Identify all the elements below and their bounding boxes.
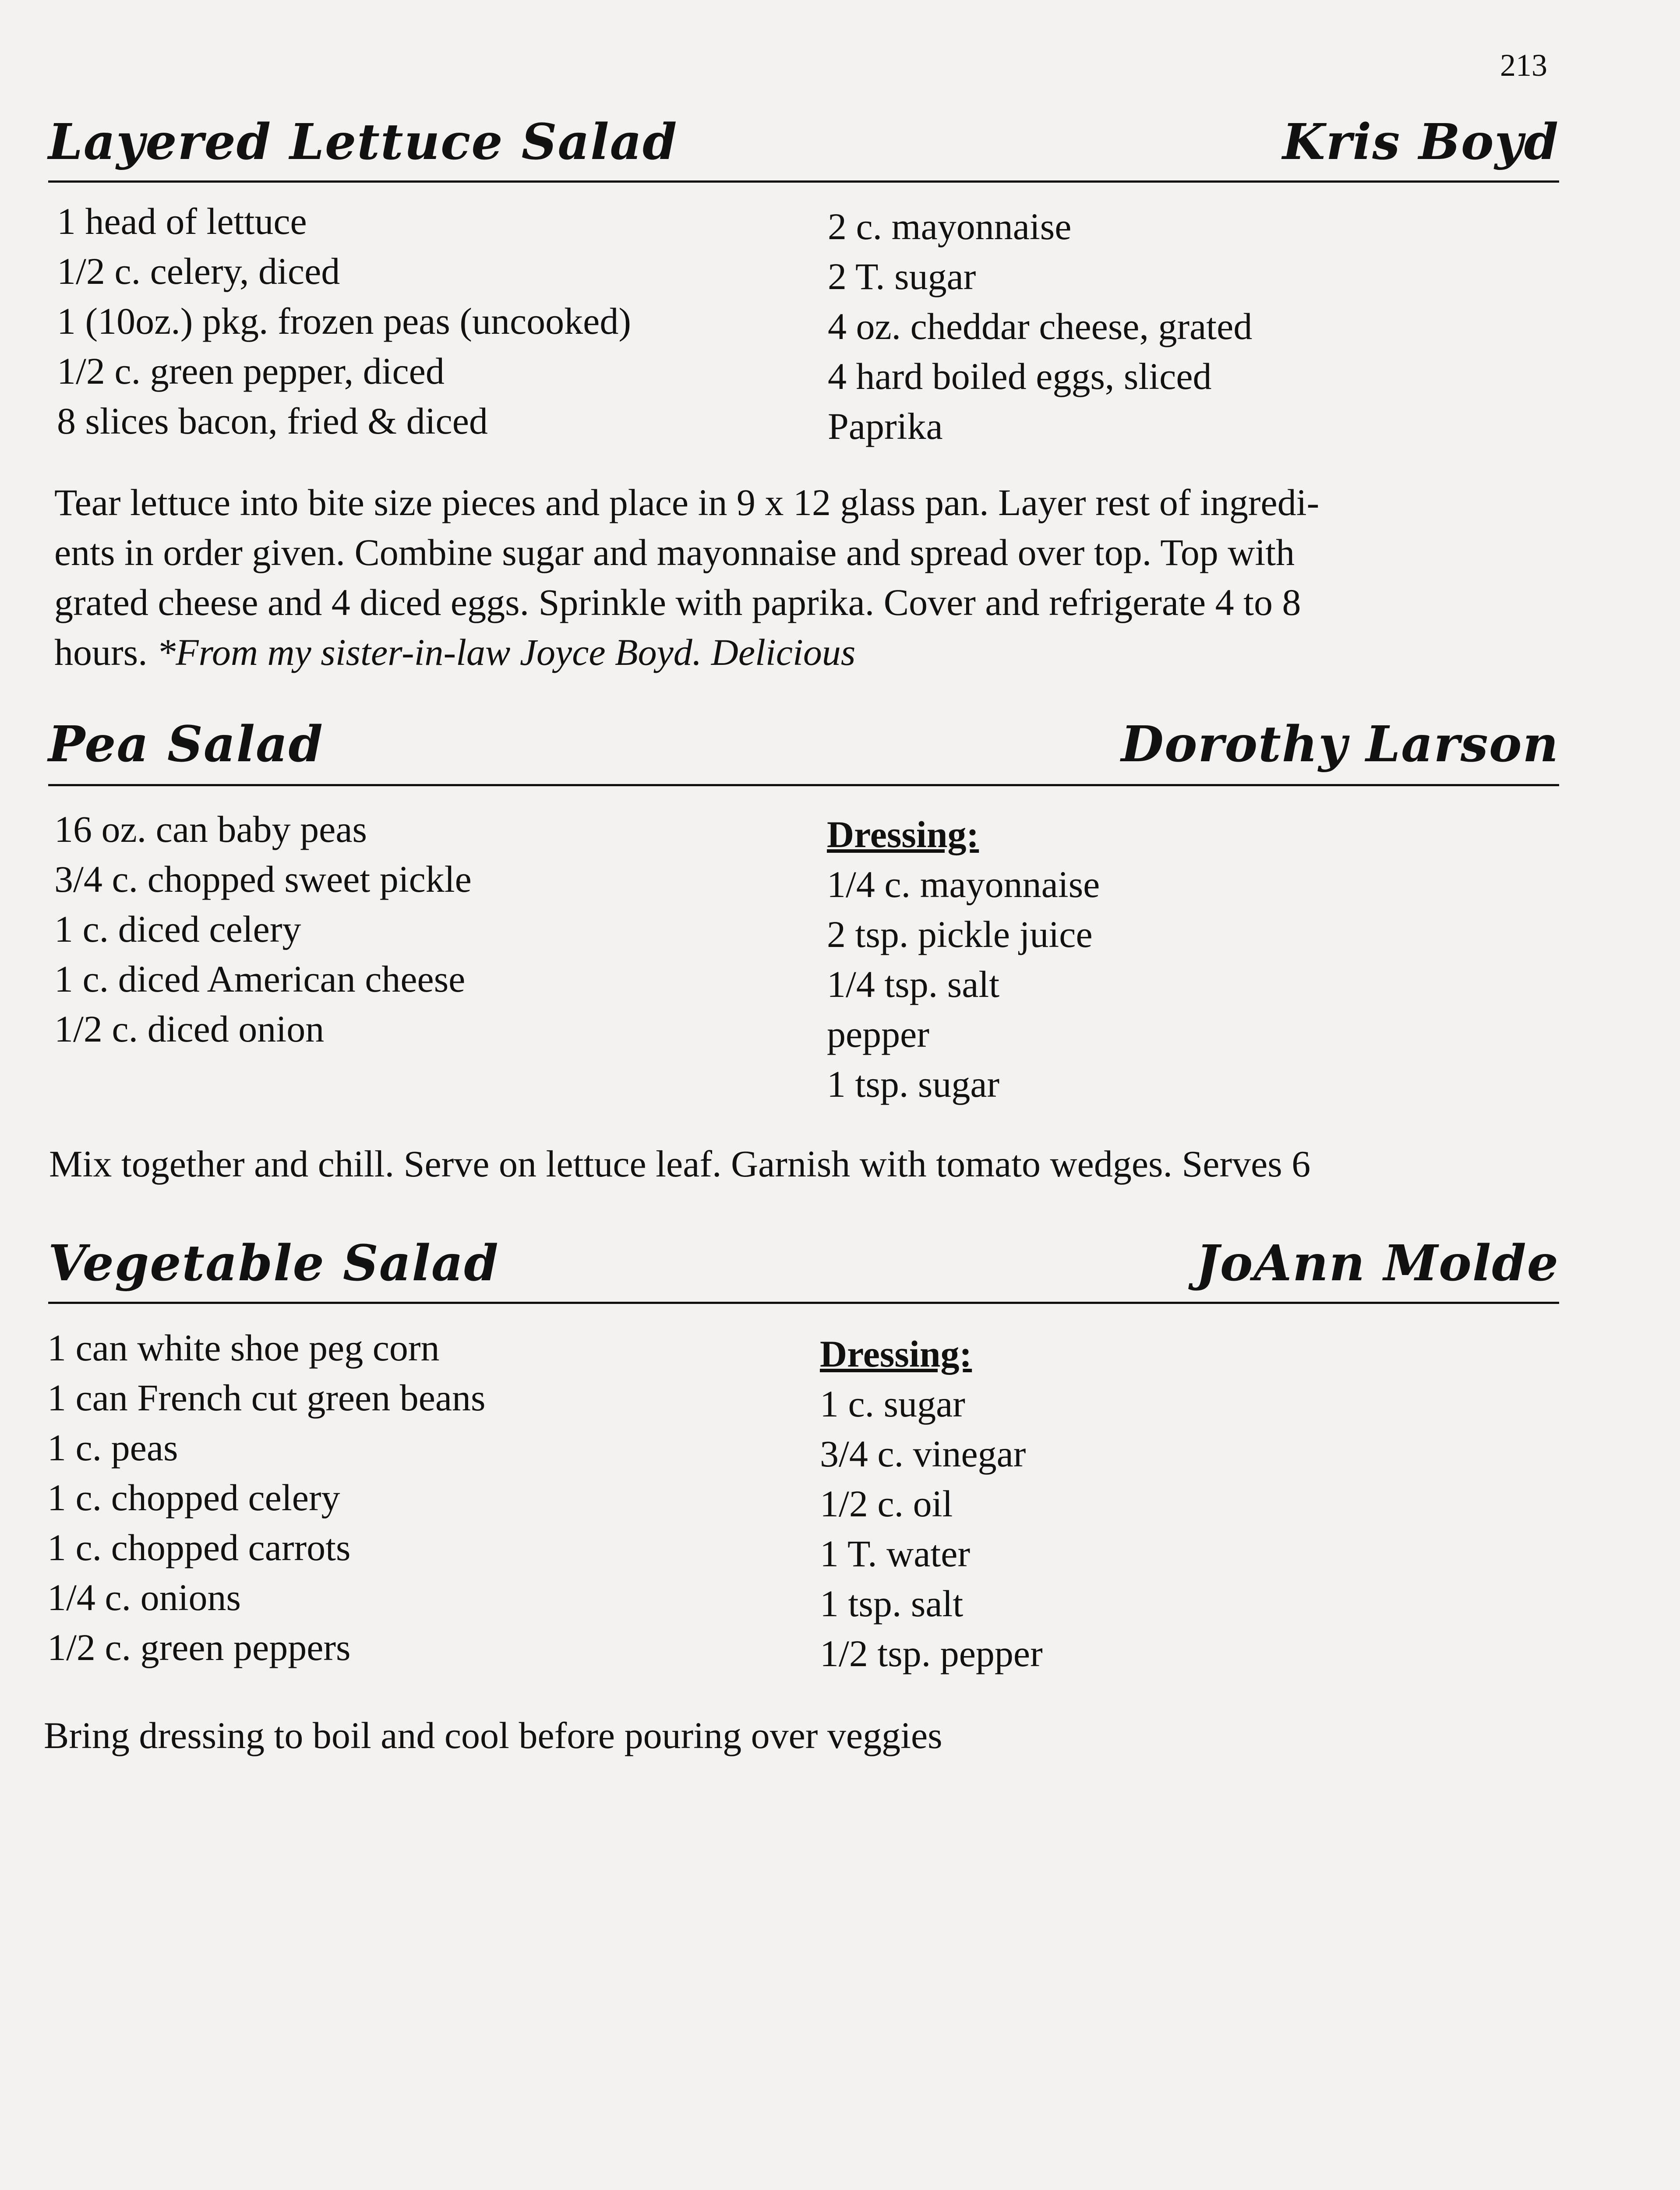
ingredient: 1 can French cut green beans <box>47 1377 486 1419</box>
ingredient: 2 T. sugar <box>828 255 976 297</box>
ingredient: 4 hard boiled eggs, sliced <box>828 355 1212 397</box>
recipe-author: Dorothy Larson <box>1121 716 1559 773</box>
dressing <box>820 1329 1043 1678</box>
ingredient: Paprika <box>828 405 943 447</box>
instruction-line: Mix together and chill. Serve on lettuce leaf. Garnish with tomato wedges. Serves 6 <box>49 1143 1311 1185</box>
recipe-header <box>48 101 1559 175</box>
dressing-heading: Dressing: <box>820 1333 972 1375</box>
ingredient: 1 c. peas <box>47 1427 178 1469</box>
instructions <box>54 477 1319 677</box>
instructions <box>44 1710 942 1760</box>
ingredient: 2 c. mayonnaise <box>828 205 1072 247</box>
ingredient: 1/2 c. diced onion <box>54 1008 325 1050</box>
instruction-line: Bring dressing to boil and cool before pouring over veggies <box>44 1714 942 1756</box>
header-rule <box>48 1302 1559 1304</box>
dressing-item: 1 tsp. salt <box>820 1582 964 1625</box>
dressing-item: 1 c. sugar <box>820 1383 965 1425</box>
ingredient: 1/2 c. green pepper, diced <box>57 350 445 392</box>
instruction-line: Tear lettuce into bite size pieces and place in 9 x 12 glass pan. Layer rest of ingredi- <box>54 481 1320 523</box>
dressing-item: 2 tsp. pickle juice <box>827 913 1093 955</box>
ingredients-left <box>57 196 631 446</box>
ingredient: 1/2 c. celery, diced <box>57 250 340 292</box>
dressing-item: 1 tsp. sugar <box>827 1063 1000 1105</box>
ingredient: 1/4 c. onions <box>47 1576 241 1618</box>
ingredient: 4 oz. cheddar cheese, grated <box>828 305 1253 347</box>
ingredient: 1 c. chopped carrots <box>47 1526 351 1568</box>
ingredient: 8 slices bacon, fried & diced <box>57 400 488 442</box>
dressing-item: 1/2 tsp. pepper <box>820 1632 1043 1674</box>
ingredient: 1 c. diced American cheese <box>54 958 466 1000</box>
header-rule <box>48 180 1559 183</box>
dressing-item: 1 T. water <box>820 1533 971 1575</box>
ingredient: 1 can white shoe peg corn <box>47 1327 440 1369</box>
header-rule <box>48 784 1559 786</box>
instruction-line-last <box>54 627 1319 677</box>
dressing-item: pepper <box>827 1013 929 1055</box>
page-number: 213 <box>1500 48 1547 83</box>
dressing-item: 3/4 c. vinegar <box>820 1433 1026 1475</box>
recipe-header <box>48 703 1559 777</box>
recipe-title: Vegetable Salad <box>48 1235 499 1292</box>
instruction-line: ents in order given. Combine sugar and mayonnaise and spread over top. Top with <box>54 531 1295 573</box>
dressing-item: 1/4 tsp. salt <box>827 963 1000 1005</box>
ingredient: 1 (10oz.) pkg. frozen peas (uncooked) <box>57 300 631 342</box>
ingredients-right <box>828 201 1252 451</box>
instructions <box>49 1139 1310 1189</box>
instruction-note: *From my sister-in-law Joyce Boyd. Delicious <box>157 631 856 673</box>
ingredient: 1 head of lettuce <box>57 200 307 242</box>
ingredient: 3/4 c. chopped sweet pickle <box>54 858 472 900</box>
ingredient: 16 oz. can baby peas <box>54 808 367 850</box>
ingredient: 1 c. diced celery <box>54 908 301 950</box>
dressing-item: 1/4 c. mayonnaise <box>827 863 1100 905</box>
instruction-line: grated cheese and 4 diced eggs. Sprinkle with paprika. Cover and refrigerate 4 to 8 <box>54 581 1301 623</box>
dressing <box>827 809 1100 1109</box>
recipe-author: Kris Boyd <box>1282 113 1559 171</box>
ingredients-left <box>47 1323 486 1672</box>
dressing-heading: Dressing: <box>827 813 979 855</box>
recipe-title: Layered Lettuce Salad <box>48 113 678 171</box>
instruction-text: hours. <box>54 631 157 673</box>
recipe-title: Pea Salad <box>48 716 324 773</box>
dressing-item: 1/2 c. oil <box>820 1483 953 1525</box>
ingredient: 1/2 c. green peppers <box>47 1626 351 1668</box>
recipe-header <box>48 1222 1559 1296</box>
ingredient: 1 c. chopped celery <box>47 1476 340 1519</box>
ingredients-left <box>54 804 472 1054</box>
recipe-author: JoAnn Molde <box>1196 1235 1559 1292</box>
